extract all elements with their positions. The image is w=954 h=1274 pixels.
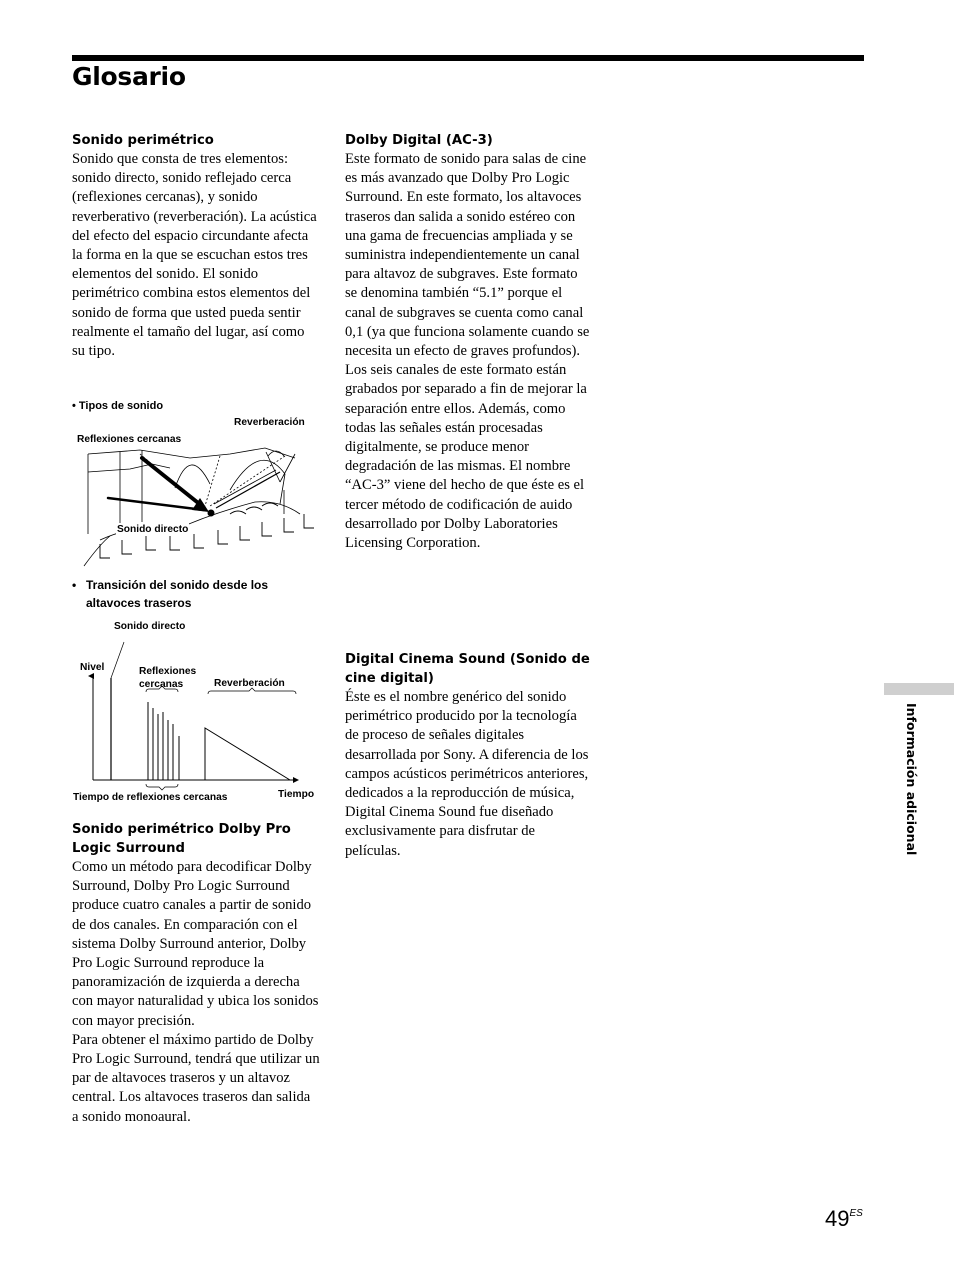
heading-surround: Sonido perimétrico xyxy=(72,133,214,148)
fig2-level-label: Nivel xyxy=(80,662,105,673)
heading-dcs: Digital Cinema Sound (Sonido de cine digital) xyxy=(345,652,590,686)
side-tab-marker xyxy=(884,683,954,695)
fig1-reverb-label: Reverberación xyxy=(234,417,305,428)
fig1-bullet: • Tipos de sonido xyxy=(72,400,164,412)
body-prologic-1: Como un método para decodificar Dolby Surround, Dolby Pro Logic Surround produce cuatro canales a partir de sonido de dos canales. En comparación con el sistema Dolby Surround anterior, Dolby Pro Logic Surround reproduce la panoramización de izquierda a derecha con mayor naturalidad y ubica los sonidos con mayor precisión. xyxy=(72,859,319,1029)
heading-prologic: Sonido perimétrico Dolby Pro Logic Surround xyxy=(72,822,291,856)
fig2-bullet-mark: • xyxy=(72,578,77,592)
section-dolby-digital xyxy=(345,131,593,553)
fig1-direct-label: Sonido directo xyxy=(117,524,189,535)
section-dcs xyxy=(345,650,593,861)
reverb-decay xyxy=(205,728,290,780)
heading-dolby-digital: Dolby Digital (AC-3) xyxy=(345,133,493,148)
fig2-early-label-1: Reflexiones xyxy=(139,666,197,677)
page-title: Glosario xyxy=(72,62,186,91)
fig2-early-label-2: cercanas xyxy=(139,679,184,690)
level-time-graph xyxy=(80,636,320,796)
fig2-bullet-text: Transición del sonido desde los altavoces traseros xyxy=(86,578,269,610)
section-surround xyxy=(72,131,320,361)
body-dcs: Éste es el nombre genérico del sonido perimétrico producido por la tecnología de proceso de señales digitales desarrollada por Sony. A diferencia de los campos acústicos perimétricos anteriores, dedicados a la reproducción de música, Digital Cinema Sound fue diseñado exclusivamente para disfrutar de películas. xyxy=(345,689,589,859)
section-prologic xyxy=(72,820,320,1127)
body-prologic-2: Para obtener el máximo partido de Dolby Pro Logic Surround, tendrá que utilizar un par de altavoces traseros y un altavoz central. Los altavoces traseros dan salida a sonido monoaural. xyxy=(72,1031,320,1125)
fig2-early-time-label: Tiempo de reflexiones cercanas xyxy=(73,792,228,803)
page-number: $49^{ES}$ xyxy=(825,1206,863,1231)
theater-illustration xyxy=(80,444,320,570)
fig2-time-label: Tiempo xyxy=(278,789,315,800)
fig1-early-label: Reflexiones cercanas xyxy=(77,434,182,445)
fig2-reverb-label: Reverberación xyxy=(214,678,285,689)
top-rule xyxy=(72,55,864,61)
fig2-direct-label: Sonido directo xyxy=(114,621,186,632)
body-surround: Sonido que consta de tres elementos: sonido directo, sonido reflejado cerca (reflexiones cercanas), y sonido reverberativo (reverberación). La acústica del efecto del espacio circundante afecta la forma en la que se escuchan estos tres elementos del sonido. El sonido perimétrico combina estos elementos del sonido de forma que usted pueda sentir realmente el tamaño del lugar, así como su tipo. xyxy=(72,151,317,360)
side-tab-label: Información adicional xyxy=(904,703,919,856)
body-dolby-digital: Este formato de sonido para salas de cine es más avanzado que Dolby Pro Logic Surround. En este formato, los altavoces traseros dan salida a sonido estéreo con una gama de frecuencias ampliada y se suministra independientemente un canal para altavoz de subgraves. Este formato se denomina también “5.1” porque el canal de subgraves se cuenta como canal 0,1 (ya que funciona solamente cuando se necesita un efecto de graves profundos). Los seis canales de este formato están grabados por separado a fin de mejorar la separación entre ellos. Además, como todas las señales están procesadas digitalmente, se produce menor degradación de las mismas. El nombre “AC-3” viene del hecho de que éste es el tercer método de codificación de auido desarrollado por Dolby Laboratories Licensing Corporation. xyxy=(345,151,590,552)
